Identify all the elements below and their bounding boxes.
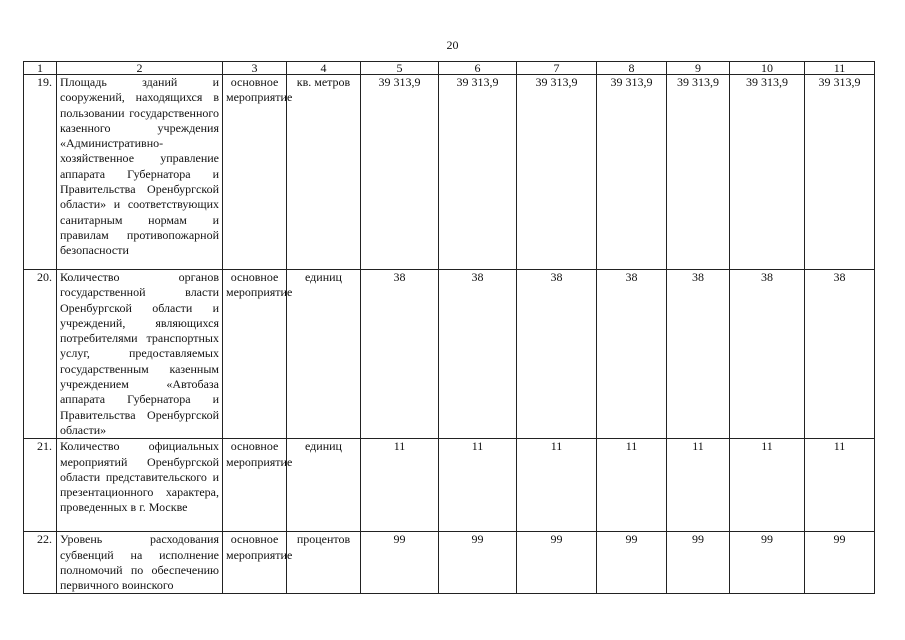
value-cell: 99 [597, 532, 667, 594]
value-cell: 99 [667, 532, 730, 594]
value-cell: 11 [597, 439, 667, 532]
header-cell: 9 [667, 62, 730, 75]
table-row [24, 75, 875, 270]
value-cell: 11 [805, 439, 875, 532]
indicator-type: основное мероприятие [223, 439, 287, 532]
value-cell: 39 313,9 [439, 75, 517, 270]
header-cell: 4 [287, 62, 361, 75]
value-cell: 99 [439, 532, 517, 594]
header-row [24, 62, 875, 75]
value-cell: 38 [730, 270, 805, 439]
header-cell: 7 [517, 62, 597, 75]
value-cell: 99 [730, 532, 805, 594]
row-number: 22. [24, 532, 57, 594]
value-cell: 39 313,9 [597, 75, 667, 270]
header-cell: 3 [223, 62, 287, 75]
value-cell: 39 313,9 [730, 75, 805, 270]
value-cell: 38 [517, 270, 597, 439]
indicator-unit: единиц [287, 439, 361, 532]
value-cell: 38 [439, 270, 517, 439]
value-cell: 38 [805, 270, 875, 439]
indicator-name: Количество органов государственной власти Оренбургской области и учреждений, являющихся потребителями транспортных услуг, предоставляемых государственным казенным учреждением «Автобаза аппарата Губернатора и Правительства Оренбургской области» [57, 270, 223, 439]
indicator-unit: процентов [287, 532, 361, 594]
table-row [24, 532, 875, 594]
value-cell: 38 [597, 270, 667, 439]
indicator-type: основное мероприятие [223, 75, 287, 270]
row-number: 19. [24, 75, 57, 270]
value-cell: 99 [805, 532, 875, 594]
value-cell: 39 313,9 [805, 75, 875, 270]
table-row [24, 439, 875, 532]
indicator-type: основное мероприятие [223, 532, 287, 594]
table-row [24, 270, 875, 439]
value-cell: 11 [517, 439, 597, 532]
value-cell: 39 313,9 [667, 75, 730, 270]
row-number: 20. [24, 270, 57, 439]
value-cell: 39 313,9 [517, 75, 597, 270]
indicator-name: Уровень расходования субвенций на исполнение полномочий по обеспечению первичного воинского [57, 532, 223, 594]
value-cell: 99 [517, 532, 597, 594]
header-cell: 2 [57, 62, 223, 75]
value-cell: 39 313,9 [361, 75, 439, 270]
value-cell: 11 [361, 439, 439, 532]
value-cell: 11 [667, 439, 730, 532]
value-cell: 11 [730, 439, 805, 532]
indicator-unit: кв. метров [287, 75, 361, 270]
page-number: 20 [446, 38, 459, 52]
header-cell: 11 [805, 62, 875, 75]
indicator-type: основное мероприятие [223, 270, 287, 439]
value-cell: 11 [439, 439, 517, 532]
indicator-name: Количество официальных мероприятий Оренбургской области представительского и презентационного характера, проведенных в г. Москве [57, 439, 223, 532]
indicator-name: Площадь зданий и сооружений, находящихся в пользовании государственного казенного учреждения «Административно-хозяйственное управление аппарата Губернатора и Правительства Оренбургской области» и соответствующих санитарным нормам и правилам противопожарной безопасности [57, 75, 223, 270]
header-cell: 8 [597, 62, 667, 75]
header-cell: 10 [730, 62, 805, 75]
header-cell: 5 [361, 62, 439, 75]
value-cell: 99 [361, 532, 439, 594]
row-number: 21. [24, 439, 57, 532]
indicator-unit: единиц [287, 270, 361, 439]
header-cell: 6 [439, 62, 517, 75]
value-cell: 38 [361, 270, 439, 439]
header-cell: 1 [24, 62, 57, 75]
indicators-table [23, 61, 875, 594]
value-cell: 38 [667, 270, 730, 439]
